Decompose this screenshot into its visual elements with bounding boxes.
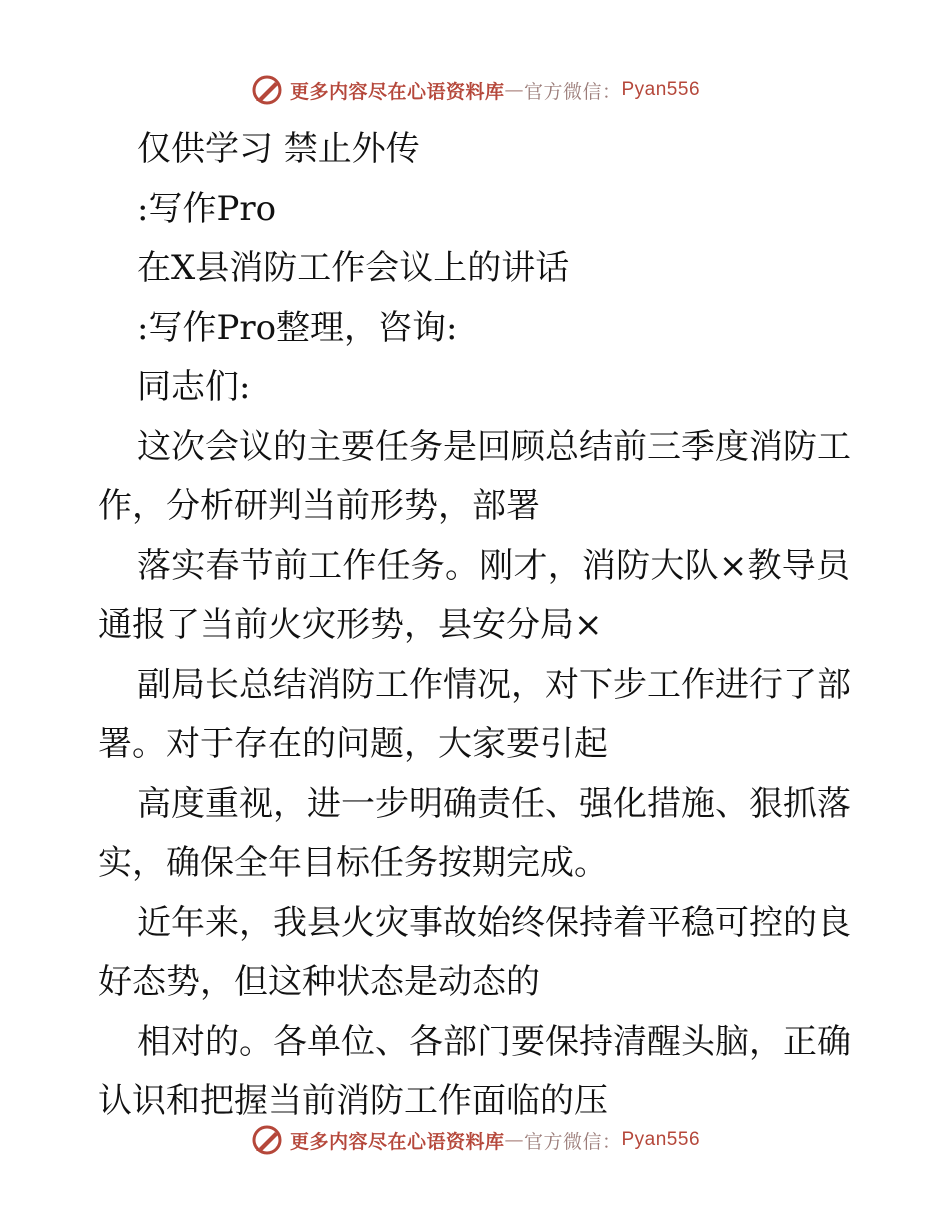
paragraph-line: 通报了当前火灾形势，县安分局×: [98, 605, 603, 645]
paragraph-line: 这次会议的主要任务是回顾总结前三季度消防工: [137, 426, 851, 467]
banner-main-text: 更多内容尽在心语资料库: [289, 1130, 505, 1153]
pen-logo-icon: [250, 1123, 284, 1157]
paragraph-line: 相对的。各单位、各部门要保持清醒头脑，正确: [137, 1021, 851, 1062]
paragraph-line: 实，确保全年目标任务按期完成。: [98, 843, 608, 883]
banner-wechat-id: Pyan556: [621, 79, 701, 100]
banner-dash: —: [504, 79, 524, 101]
banner-main-text: 更多内容尽在心语资料库: [289, 80, 505, 103]
pen-logo-icon: [250, 73, 284, 107]
paragraph-line: 认识和把握当前消防工作面临的压: [98, 1081, 608, 1121]
paragraph-line: 副局长总结消防工作情况，对下步工作进行了部: [137, 664, 851, 705]
doc-salutation: 同志们:: [137, 367, 251, 407]
paragraph-line: 落实春节前工作任务。刚才，消防大队×教导员: [137, 545, 850, 586]
banner-dash: —: [504, 1129, 524, 1151]
paragraph-line: 作，分析研判当前形势，部署: [98, 486, 540, 526]
paragraph-line: 高度重视，进一步明确责任、强化措施、狠抓落: [137, 783, 851, 824]
doc-line-source: :写作Pro: [137, 188, 277, 229]
paragraph-line: 署。对于存在的问题，大家要引起: [98, 724, 608, 764]
doc-line-notice: 仅供学习 禁止外传: [137, 129, 420, 169]
paragraph-line: 好态势，但这种状态是动态的: [98, 962, 540, 1002]
doc-line-editor: :写作Pro整理，咨询:: [137, 307, 458, 348]
footer-watermark-banner: [0, 1120, 950, 1160]
banner-wechat-id: Pyan556: [621, 1129, 701, 1150]
header-watermark-banner: [0, 70, 950, 110]
paragraph-line: 近年来，我县火灾事故始终保持着平稳可控的良: [137, 902, 851, 943]
banner-wechat-label: 官方微信：: [523, 1130, 622, 1153]
doc-title: 在X县消防工作会议上的讲话: [137, 248, 570, 288]
banner-wechat-label: 官方微信：: [523, 80, 622, 103]
